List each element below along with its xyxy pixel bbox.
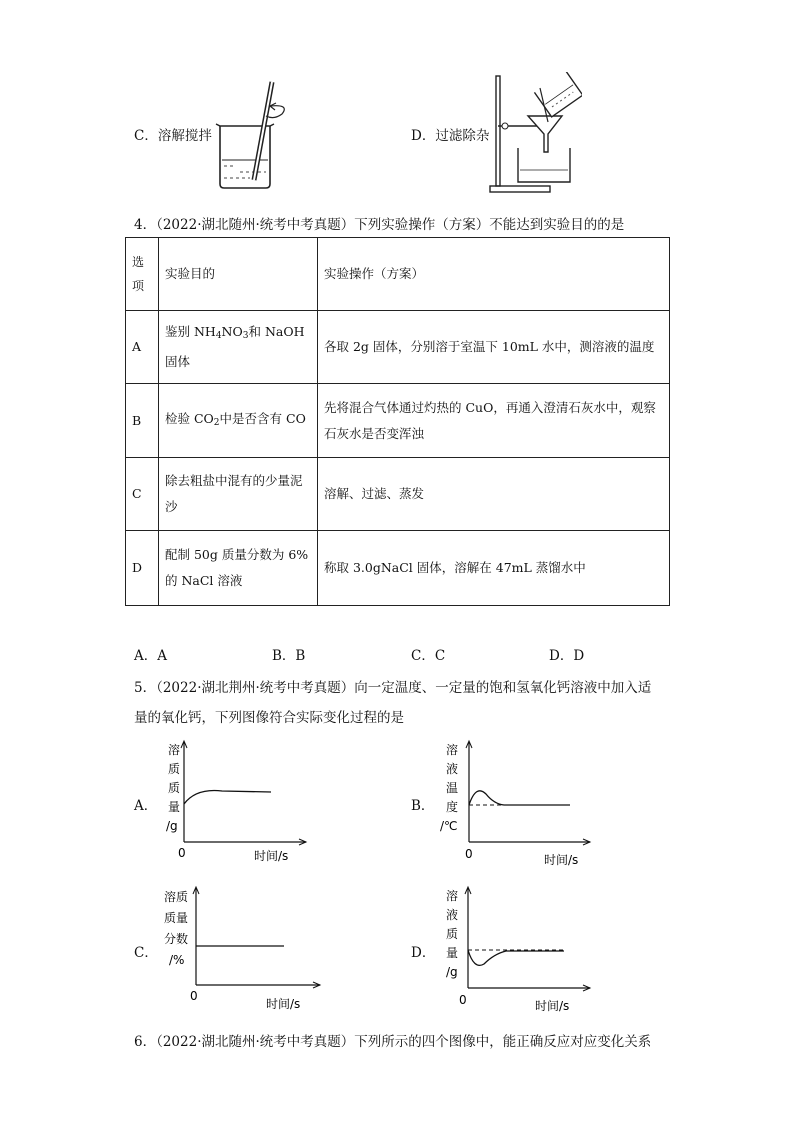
header-purpose: 实验目的: [159, 238, 318, 311]
row-purpose: 检验 $CO_2$中是否含有 CO: [159, 384, 318, 458]
graph-d-xlabel: 时间/s: [535, 999, 570, 1013]
graph-d: [440, 884, 600, 1016]
graph-d-ylabel-3: 质: [446, 927, 459, 941]
graph-c-option-label: C．: [134, 945, 158, 961]
graph-d-ylabel-2: 液: [446, 908, 459, 922]
table-row: [126, 458, 670, 531]
q4-table: [125, 237, 670, 606]
table-header-row: [126, 238, 670, 311]
graph-c-ylabel-2: 质量: [164, 911, 189, 925]
graph-a-ylabel-3: 质: [168, 781, 181, 795]
graph-c-ylabel-1: 溶质: [164, 890, 189, 904]
header-option: 选项: [126, 238, 159, 311]
stirring-beaker-illustration: [210, 76, 300, 192]
graph-a-origin: 0: [178, 846, 186, 860]
graph-a-ylabel-2: 质: [168, 762, 181, 776]
graph-d-ylabel-4: 量: [446, 946, 459, 960]
q4-answer-c: C．C: [411, 648, 446, 664]
graph-a-option-label: A．: [134, 798, 158, 814]
graph-c-ylabel-3: 分数: [164, 932, 189, 946]
graph-b-ylabel-2: 液: [446, 762, 459, 776]
table-row: [126, 311, 670, 384]
q5-stem-line1: 5．（2022·湖北荆州·统考中考真题）向一定温度、一定量的饱和氢氧化钙溶液中加入适: [134, 680, 652, 696]
graph-d-ylabel-5: /g: [446, 965, 458, 979]
graph-b: [440, 738, 600, 870]
graph-c-ylabel-4: /%: [169, 953, 185, 967]
graph-b-ylabel-3: 温: [446, 781, 459, 795]
table-row: [126, 531, 670, 606]
graph-b-curve: [469, 791, 570, 805]
row-option: B: [126, 384, 159, 458]
graph-a-ylabel-5: /g: [166, 819, 178, 833]
graph-c-xlabel: 时间/s: [266, 997, 301, 1011]
graph-b-xlabel: 时间/s: [544, 853, 579, 867]
graph-a-xlabel: 时间/s: [254, 849, 289, 863]
table-row: [126, 384, 670, 458]
row-operation: 先将混合气体通过灼热的 CuO，再通入澄清石灰水中，观察石灰水是否变浑浊: [318, 384, 670, 458]
graph-c: [160, 884, 330, 1014]
q4-answer-b: B．B: [272, 648, 306, 664]
graph-a: [156, 738, 316, 868]
filtration-apparatus-illustration: [486, 72, 582, 196]
row-purpose: 除去粗盐中混有的少量泥沙: [159, 458, 318, 531]
row-operation: 各取 2g 固体，分别溶于室温下 10mL 水中，测溶液的温度: [318, 311, 670, 384]
graph-b-ylabel-4: 度: [446, 800, 459, 814]
row-operation: 称取 3.0gNaCl 固体，溶解在 47mL 蒸馏水中: [318, 531, 670, 606]
q4-answer-d: D．D: [549, 648, 585, 664]
q3-option-c-label: C．溶解搅拌: [134, 128, 212, 144]
graph-c-origin: 0: [190, 989, 198, 1003]
q4-answer-a: A．A: [134, 648, 167, 664]
row-purpose: 鉴别 $NH_4NO_3$和 NaOH 固体: [159, 311, 318, 384]
row-option: D: [126, 531, 159, 606]
graph-a-curve: [184, 791, 271, 804]
graph-b-ylabel-1: 溶: [446, 743, 459, 757]
graph-a-ylabel-1: 溶: [168, 743, 181, 757]
q5-stem-line2: 量的氧化钙，下列图像符合实际变化过程的是: [134, 710, 404, 726]
header-operation: 实验操作（方案）: [318, 238, 670, 311]
graph-b-ylabel-5: /℃: [440, 819, 458, 833]
graph-a-ylabel-4: 量: [168, 800, 181, 814]
q3-option-d-label: D．过滤除杂: [411, 128, 490, 144]
graph-d-ylabel-1: 溶: [446, 889, 459, 903]
graph-d-option-label: D．: [411, 945, 436, 961]
graph-b-option-label: B．: [411, 798, 435, 814]
row-purpose: 配制 50g 质量分数为 6% 的 NaCl 溶液: [159, 531, 318, 606]
row-option: C: [126, 458, 159, 531]
q6-stem: 6．（2022·湖北随州·统考中考真题）下列所示的四个图像中，能正确反应对应变化关系: [134, 1034, 652, 1050]
graph-d-origin: 0: [459, 993, 467, 1007]
q4-stem: 4．（2022·湖北随州·统考中考真题）下列实验操作（方案）不能达到实验目的的是: [134, 217, 625, 233]
row-option: A: [126, 311, 159, 384]
row-operation: 溶解、过滤、蒸发: [318, 458, 670, 531]
graph-d-curve: [468, 950, 564, 965]
graph-b-origin: 0: [465, 847, 473, 861]
